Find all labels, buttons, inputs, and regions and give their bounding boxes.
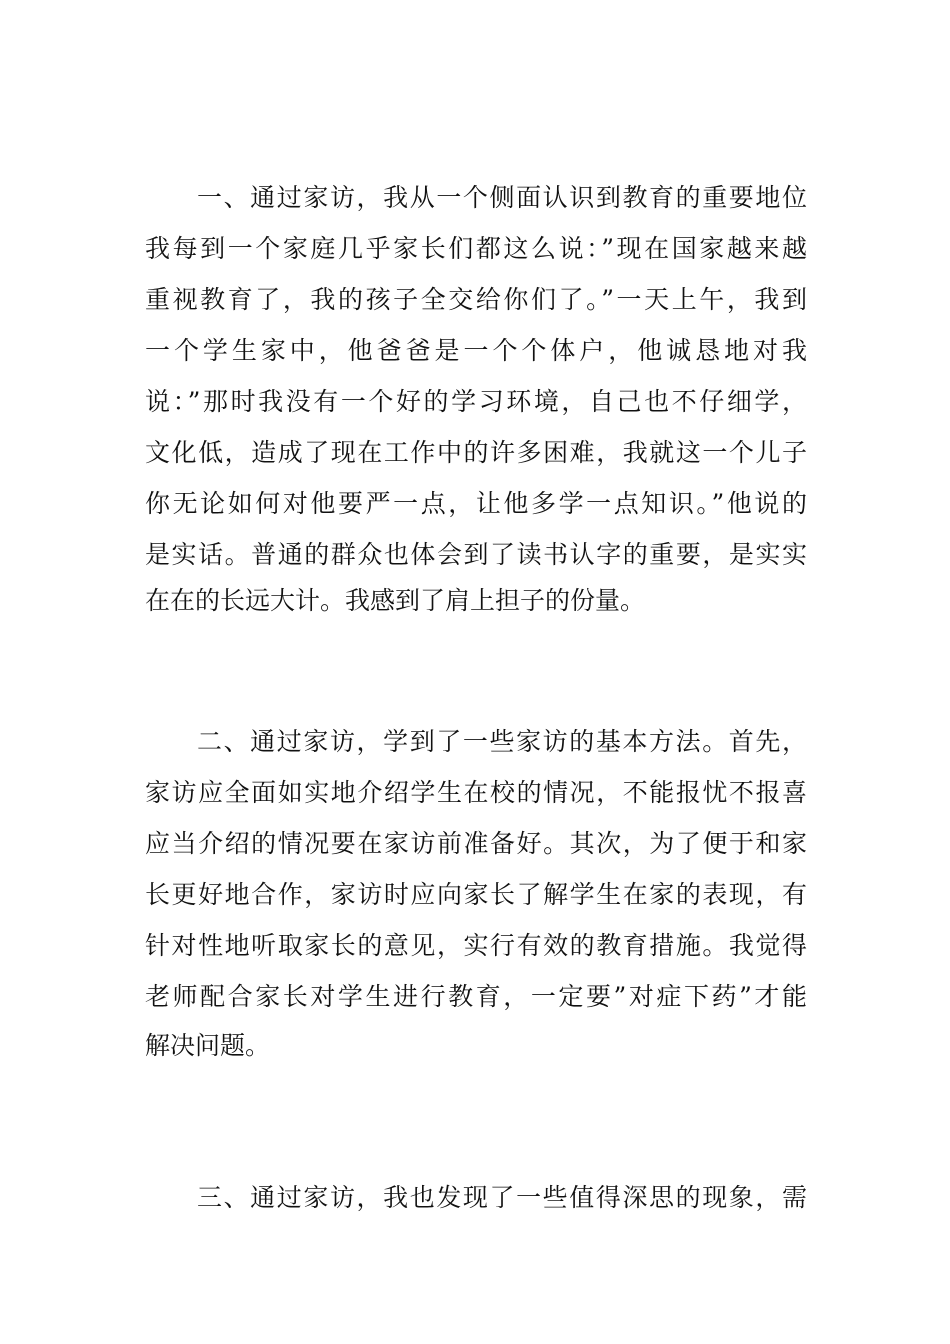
paragraph-1-line-2: 我每到一个家庭几乎家长们都这么说：”现在国家越来越: [145, 234, 807, 263]
paragraph-2-line-7: 解决问题。: [145, 1031, 271, 1060]
paragraph-2-line-2: 家访应全面如实地介绍学生在校的情况，不能报忧不报喜: [145, 778, 807, 807]
paragraph-2-line-4: 长更好地合作，家访时应向家长了解学生在家的表现，有: [145, 880, 807, 909]
paragraph-1-line-3: 重视教育了，我的孩子全交给你们了。”一天上午，我到: [145, 285, 807, 314]
paragraph-1-line-8: 是实话。普通的群众也体会到了读书认字的重要，是实实: [145, 540, 807, 569]
paragraph-2-line-5: 针对性地听取家长的意见，实行有效的教育措施。我觉得: [145, 931, 807, 960]
paragraph-1-line-5: 说：”那时我没有一个好的学习环境，自己也不仔细学，: [145, 387, 807, 416]
paragraph-1-line-1: 一、通过家访，我从一个侧面认识到教育的重要地位: [197, 183, 807, 212]
paragraph-1-line-9: 在在的长远大计。我感到了肩上担子的份量。: [145, 586, 646, 615]
paragraph-3-line-1: 三、通过家访，我也发现了一些值得深思的现象，需: [197, 1183, 807, 1212]
paragraph-1-line-4: 一个学生家中，他爸爸是一个个体户，他诚恳地对我: [145, 336, 807, 365]
paragraph-2-line-6: 老师配合家长对学生进行教育，一定要”对症下药”才能: [145, 982, 807, 1011]
paragraph-1-line-6: 文化低，造成了现在工作中的许多困难，我就这一个儿子: [145, 438, 807, 467]
paragraph-1-line-7: 你无论如何对他要严一点，让他多学一点知识。”他说的: [145, 489, 807, 518]
paragraph-2-line-1: 二、通过家访，学到了一些家访的基本方法。首先，: [197, 727, 807, 756]
paragraph-2-line-3: 应当介绍的情况要在家访前准备好。其次，为了便于和家: [145, 829, 807, 858]
